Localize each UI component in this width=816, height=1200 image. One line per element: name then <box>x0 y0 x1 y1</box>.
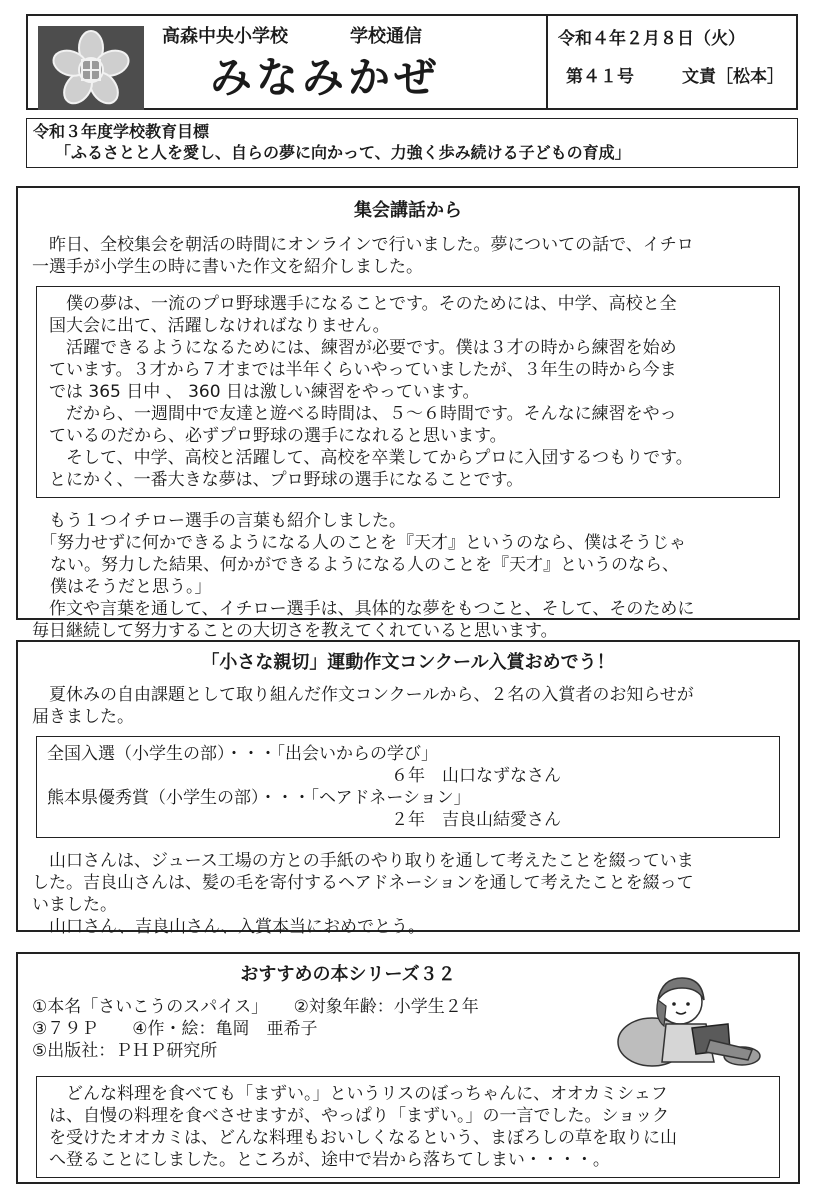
school-goal-box <box>26 118 798 168</box>
after-intro: もう１つイチロー選手の言葉も紹介しました。 <box>49 511 406 531</box>
newsletter-label: 学校通信 <box>350 26 422 47</box>
closing-line: 作文や言葉を通して、イチロー選手は、具体的な夢をもつこと、そして、そのために <box>49 599 695 619</box>
body-line: 山口さんは、ジュース工場の方との手紙のやり取りを通して考えたことを綴っていま <box>49 851 694 871</box>
closing-line: 毎日継続して努力することの大切さを教えてくれていると思います。 <box>32 621 558 641</box>
quote-line: 僕はそうだと思う。」 <box>50 577 212 597</box>
essay-contest-section <box>16 640 800 937</box>
essay-line: とにかく、一番大きな夢は、プロ野球の選手になることです。 <box>49 470 524 490</box>
quote-line: 「努力せずに何かできるようになる人のことを『天才』というのなら、僕はそうじゃ <box>40 533 686 553</box>
essay-line: では 365 日中 、 360 日は激しい練習をやっています。 <box>49 382 480 402</box>
summary-line: を受けたオオカミは、どんな料理もおいしくなるという、まぼろしの草を取りに山 <box>49 1128 677 1148</box>
quote-line: ない。努力した結果、何かができるようになる人のことを『天才』というのなら、 <box>50 555 679 575</box>
newsletter-title: みなみかぜ <box>210 53 441 102</box>
intro-line: 昨日、全校集会を朝活の時間にオンラインで行いました。夢についての話で、イチロ <box>49 235 694 255</box>
summary-line: へ登ることにしました。ところが、途中で岩から落ちてしまい・・・・。 <box>49 1150 610 1170</box>
essay-box <box>36 286 780 498</box>
award-name: 全国入選（小学生の部）・・・「出会いからの学び」 <box>47 744 438 764</box>
summary-line: どんな料理を食べても「まずい。」というリスのぼっちゃんに、オオカミシェフ <box>49 1084 668 1104</box>
essay-line: 僕の夢は、一流のプロ野球選手になることです。そのためには、中学、高校と全 <box>49 294 677 314</box>
book-info-line: ③７９Ｐ ④作・絵：亀岡 亜希子 <box>32 1019 318 1039</box>
school-logo <box>38 26 144 110</box>
book-summary-box <box>36 1076 780 1178</box>
essay-line: 国大会に出て、活躍しなければなりません。 <box>49 316 390 336</box>
congrats-line: 山口さん、吉良山さん、入賞本当におめでとう。 <box>49 917 426 937</box>
issue-number: 第４１号 <box>566 67 634 87</box>
body-line: した。吉良山さんは、髪の毛を寄付するヘアドネーションを通して考えたことを綴って <box>32 873 694 893</box>
assembly-talk-section <box>16 186 800 641</box>
intro-line: 一選手が小学生の時に書いた作文を紹介しました。 <box>32 257 423 277</box>
essay-line: そして、中学、高校と活躍して、高校を卒業してからプロに入団するつもりです。 <box>49 448 693 468</box>
goal-heading: 令和３年度学校教育目標 <box>33 122 210 141</box>
summary-line: は、自慢の料理を食べさせますが、やっぱり「まずい。」の一言でした。ショック <box>49 1106 670 1126</box>
header-divider <box>546 16 548 108</box>
issue-date: 令和４年２月８日（火） <box>558 29 745 49</box>
essay-line: ているのだから、必ずプロ野球の選手になれると思います。 <box>49 426 507 446</box>
book-info-line: ①本名「さいこうのスパイス」 ②対象年齢：小学生２年 <box>32 997 479 1017</box>
book-info-line: ⑤出版社：ＰＨＰ研究所 <box>32 1041 218 1061</box>
section-title: 集会講話から <box>354 200 462 221</box>
ichiro-quote <box>18 532 798 598</box>
awards-box <box>36 736 780 838</box>
school-name: 高森中央小学校 <box>162 26 288 47</box>
award-winner: ６年 山口なずなさん <box>391 766 561 786</box>
essay-line: ています。３才から７才までは半年くらいやっていましたが、３年生の時から今ま <box>49 360 677 380</box>
essay-line: だから、一週間中で友達と遊べる時間は、５～６時間です。そんなに練習をやっ <box>49 404 677 424</box>
author-credit: 文責［松本］ <box>682 67 784 87</box>
body-line: いました。 <box>32 895 117 915</box>
goal-text: 「ふるさとと人を愛し、自らの夢に向かって、力強く歩み続ける子どもの育成」 <box>55 143 631 162</box>
book-recommendation-section <box>16 952 800 1184</box>
book-info <box>18 996 608 1062</box>
award-winner: ２年 吉良山結愛さん <box>391 810 561 830</box>
newsletter-header <box>26 14 798 110</box>
essay-line: 活躍できるようになるためには、練習が必要です。僕は３才の時から練習を始め <box>49 338 677 358</box>
sakura-crest-icon <box>38 26 144 110</box>
award-name: 熊本県優秀賞（小学生の部）・・・「ヘアドネーション」 <box>47 788 471 808</box>
section-title: 「小さな親切」運動作文コンクール入賞おめでう！ <box>201 652 615 673</box>
intro-line: 夏休みの自由課題として取り組んだ作文コンクールから、２名の入賞者のお知らせが <box>49 685 694 705</box>
child-reading-book-icon <box>610 970 770 1070</box>
section-title: おすすめの本シリーズ３２ <box>240 964 456 985</box>
intro-line: 届きました。 <box>32 707 134 727</box>
